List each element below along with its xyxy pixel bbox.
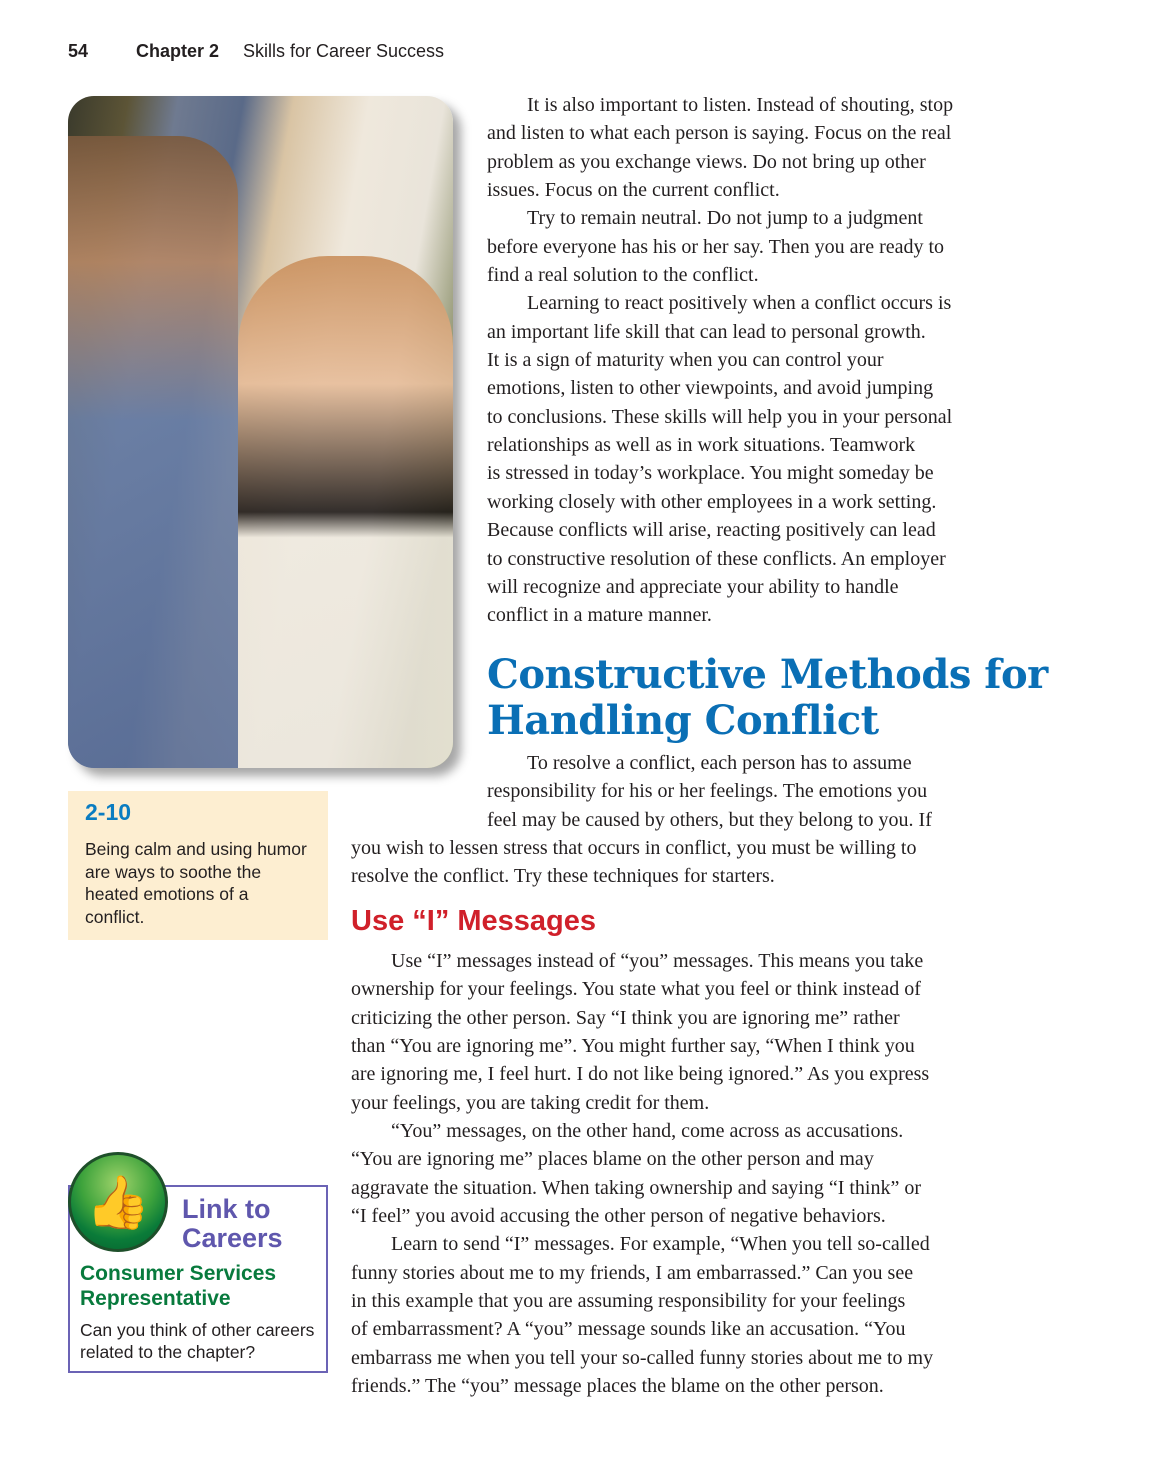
text-line: of embarrassment? A “you” message sounds like an accusation. “You <box>351 1318 906 1341</box>
career-question <box>80 1319 314 1363</box>
text-line: To resolve a conflict, each person has to assume <box>527 752 912 774</box>
text-line: is stressed in today’s workplace. You might someday be <box>487 462 934 485</box>
text-line: Learn to send “I” messages. For example, “When you tell so-called <box>391 1233 930 1256</box>
text-line: aggravate the situation. When taking ownership and saying “I think” or <box>351 1176 922 1199</box>
text-line: Learning to react positively when a conflict occurs is <box>527 292 952 315</box>
link-title-line: Link to <box>182 1194 271 1224</box>
text-line: responsibility for his or her feelings. The emotions you <box>487 780 928 803</box>
text-line: “I feel” you avoid accusing the other person of negative behaviors. <box>351 1205 886 1228</box>
question-line: Can you think of other careers <box>80 1320 315 1340</box>
text-line: It is a sign of maturity when you can control your <box>487 349 884 372</box>
text-line: relationships as well as in work situations. Teamwork <box>487 434 916 457</box>
figure-photo <box>68 96 453 768</box>
text-line: are ignoring me, I feel hurt. I do not like being ignored.” As you express <box>351 1063 930 1086</box>
thumbs-up-icon: 👍 <box>68 1152 168 1252</box>
photo-woman <box>238 256 453 768</box>
question-line: related to the chapter? <box>80 1342 256 1362</box>
chapter-label: Chapter 2 <box>136 41 220 61</box>
text-line: Use “I” messages instead of “you” messages. This means you take <box>391 950 924 972</box>
text-line: in this example that you are assuming responsibility for your feelings <box>351 1290 906 1313</box>
text-line: friends.” The “you” message places the blame on the other person. <box>351 1375 884 1398</box>
subheading: Use “I” Messages <box>351 905 597 937</box>
text-line: and listen to what each person is saying. Focus on the real <box>487 122 952 145</box>
text-line: your feelings, you are taking credit for them. <box>351 1091 710 1114</box>
text-line: to constructive resolution of these conflicts. An employer <box>487 547 946 570</box>
text-line: ownership for your feelings. You state what you feel or think instead of <box>351 978 921 1001</box>
text-line: will recognize and appreciate your ability to handle <box>487 575 899 598</box>
text-line: “You are ignoring me” places blame on the other person and may <box>351 1148 874 1171</box>
text-line: embarrass me when you tell your so-called funny stories about me to my <box>351 1346 934 1369</box>
chapter-title: Skills for Career Success <box>243 41 445 61</box>
text-line: criticizing the other person. Say “I think you are ignoring me” rather <box>351 1006 900 1029</box>
body-text-i-messages <box>351 947 933 1401</box>
text-line: Try to remain neutral. Do not jump to a judgment <box>527 207 923 230</box>
text-line: working closely with other employees in a work setting. <box>487 490 937 513</box>
text-line: emotions, listen to other viewpoints, and avoid jumping <box>487 377 934 400</box>
text-line: conflict in a mature manner. <box>487 604 712 627</box>
text-line: to conclusions. These skills will help you in your personal <box>487 405 953 428</box>
page-number: 54 <box>68 41 89 61</box>
link-title <box>182 1195 283 1253</box>
link-title-line: Careers <box>182 1223 283 1253</box>
text-line: you wish to lessen stress that occurs in conflict, you must be willing to <box>351 837 917 860</box>
figure-caption <box>68 791 328 940</box>
text-line: resolve the conflict. Try these techniques for starters. <box>351 865 775 888</box>
text-line: feel may be caused by others, but they belong to you. If <box>487 808 932 831</box>
text-line: an important life skill that can lead to personal growth. <box>487 320 926 343</box>
text-line: problem as you exchange views. Do not bring up other <box>487 150 926 173</box>
figure-number: 2-10 <box>85 799 132 825</box>
text-line: “You” messages, on the other hand, come across as accusations. <box>391 1120 904 1143</box>
text-line: It is also important to listen. Instead of shouting, stop <box>527 94 954 116</box>
career-line: Representative <box>80 1287 231 1310</box>
career-name <box>80 1261 276 1311</box>
text-line: find a real solution to the conflict. <box>487 264 759 287</box>
text-line: than “You are ignoring me”. You might further say, “When I think you <box>351 1035 915 1058</box>
photo-man <box>68 136 238 768</box>
text-line: funny stories about me to my friends, I am embarrassed.” Can you see <box>351 1261 914 1284</box>
body-text-top <box>487 91 953 630</box>
caption-text: Being calm and using humor are ways to soothe the heated emotions of a conflict. <box>85 839 307 927</box>
heading-line: Handling Conflict <box>487 697 879 744</box>
text-line: issues. Focus on the current conflict. <box>487 179 780 202</box>
text-line: before everyone has his or her say. Then you are ready to <box>487 235 945 258</box>
body-text-intro <box>351 749 932 891</box>
career-line: Consumer Services <box>80 1262 277 1285</box>
section-heading <box>487 652 1048 744</box>
heading-line: Constructive Methods for <box>487 651 1048 698</box>
text-line: Because conflicts will arise, reacting positively can lead <box>487 519 936 542</box>
